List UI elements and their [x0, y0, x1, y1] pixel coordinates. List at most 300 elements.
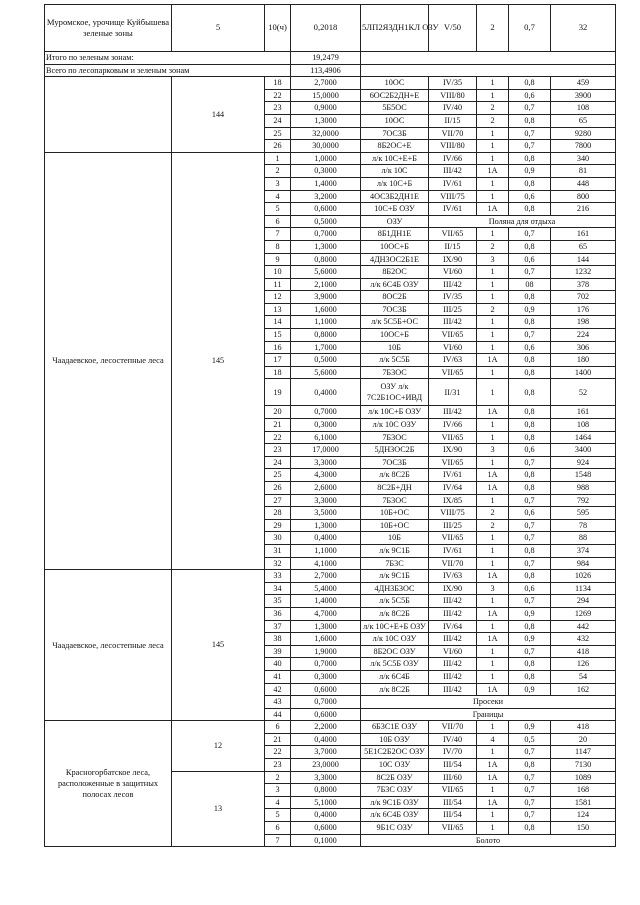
composition-cell: л/к 5С5Б ОЗУ: [361, 658, 429, 671]
area-cell: 0,5000: [291, 354, 361, 367]
class-age-cell: IV/66: [429, 152, 477, 165]
density-cell: 0,7: [509, 532, 551, 545]
area-cell: 6,1000: [291, 431, 361, 444]
table-row-total: [45, 52, 616, 65]
plot-number-cell: 14: [265, 316, 291, 329]
area-cell: 1,4000: [291, 177, 361, 190]
stock-cell: 1548: [551, 469, 616, 482]
area-cell: 1,3000: [291, 240, 361, 253]
stock-cell: 126: [551, 658, 616, 671]
stock-cell: 3900: [551, 89, 616, 102]
composition-cell: л/к 9С1Б: [361, 544, 429, 557]
class-age-cell: IV/40: [429, 733, 477, 746]
plot-number-cell: 40: [265, 658, 291, 671]
bonitet-cell: 2: [477, 5, 509, 52]
plot-number-cell: 6: [265, 822, 291, 835]
bonitet-cell: 1А: [477, 796, 509, 809]
bonitet-cell: 1А: [477, 406, 509, 419]
bonitet-cell: 1: [477, 822, 509, 835]
density-cell: 0,8: [509, 77, 551, 90]
plot-number-cell: 28: [265, 507, 291, 520]
forest-inventory-table: [44, 4, 616, 847]
density-cell: 0,8: [509, 316, 551, 329]
bonitet-cell: 1: [477, 645, 509, 658]
composition-cell: 5ЛП2ЯЗДН1КЛ ОЗУ: [361, 5, 429, 52]
area-cell: 0,7000: [291, 228, 361, 241]
stock-cell: 124: [551, 809, 616, 822]
area-cell: 0,6000: [291, 683, 361, 696]
location-cell: Муромское, урочище Куйбышева зеленые зоны: [45, 5, 172, 52]
composition-cell: 6Б3С1Е ОЗУ: [361, 721, 429, 734]
note-cell: Просеки: [361, 696, 616, 709]
stock-cell: 1089: [551, 771, 616, 784]
stock-cell: 432: [551, 633, 616, 646]
plot-number-cell: 32: [265, 557, 291, 570]
plot-number-cell: 3: [265, 784, 291, 797]
plot-number-cell: 9: [265, 253, 291, 266]
composition-cell: 4ОС3Б2ДН1Е: [361, 190, 429, 203]
stock-cell: 374: [551, 544, 616, 557]
area-cell: 0,4000: [291, 733, 361, 746]
composition-cell: 10Б+ОС: [361, 507, 429, 520]
class-age-cell: IV/35: [429, 77, 477, 90]
density-cell: 0,7: [509, 494, 551, 507]
stock-cell: 792: [551, 494, 616, 507]
class-age-cell: IX/85: [429, 494, 477, 507]
stock-cell: 224: [551, 329, 616, 342]
area-cell: 3,7000: [291, 746, 361, 759]
stock-cell: 459: [551, 77, 616, 90]
composition-cell: 5ДН3ОС2Б: [361, 444, 429, 457]
plot-number-cell: 27: [265, 494, 291, 507]
density-cell: 0,8: [509, 406, 551, 419]
plot-number-cell: 43: [265, 696, 291, 709]
area-cell: 1,3000: [291, 114, 361, 127]
bonitet-cell: 2: [477, 303, 509, 316]
area-cell: 2,1000: [291, 278, 361, 291]
plot-number-cell: 34: [265, 582, 291, 595]
bonitet-cell: 1А: [477, 469, 509, 482]
stock-cell: 1147: [551, 746, 616, 759]
plot-number-cell: 37: [265, 620, 291, 633]
bonitet-cell: 1: [477, 419, 509, 432]
class-age-cell: III/42: [429, 406, 477, 419]
stock-cell: 418: [551, 721, 616, 734]
plot-number-cell: 33: [265, 570, 291, 583]
area-cell: 5,6000: [291, 266, 361, 279]
class-age-cell: VI/60: [429, 341, 477, 354]
composition-cell: 10Б: [361, 532, 429, 545]
composition-cell: 4ДН3Б3ОС: [361, 582, 429, 595]
stock-cell: 984: [551, 557, 616, 570]
composition-cell: 8Б2ОС: [361, 266, 429, 279]
plot-number-cell: 1: [265, 152, 291, 165]
class-age-cell: IV/63: [429, 354, 477, 367]
density-cell: 0,6: [509, 507, 551, 520]
composition-cell: 10ОС: [361, 114, 429, 127]
class-age-cell: IV/61: [429, 203, 477, 216]
bonitet-cell: 1А: [477, 759, 509, 772]
bonitet-cell: 1А: [477, 607, 509, 620]
area-cell: 2,6000: [291, 482, 361, 495]
density-cell: 0,6: [509, 253, 551, 266]
composition-cell: л/к 6С4Б ОЗУ: [361, 809, 429, 822]
quarter-number-cell: 13: [172, 771, 265, 847]
class-age-cell: III/25: [429, 519, 477, 532]
stock-cell: 65: [551, 240, 616, 253]
class-age-cell: III/42: [429, 633, 477, 646]
composition-cell: л/к 10С ОЗУ: [361, 633, 429, 646]
bonitet-cell: 1: [477, 177, 509, 190]
quarter-number-cell: 144: [172, 77, 265, 153]
area-cell: 1,0000: [291, 152, 361, 165]
stock-cell: 162: [551, 683, 616, 696]
class-age-cell: VII/65: [429, 329, 477, 342]
density-cell: 0,8: [509, 759, 551, 772]
stock-cell: 216: [551, 203, 616, 216]
plot-number-cell: 35: [265, 595, 291, 608]
area-cell: 5,1000: [291, 796, 361, 809]
composition-cell: 8С2Б ОЗУ: [361, 771, 429, 784]
bonitet-cell: 1: [477, 595, 509, 608]
area-cell: 3,9000: [291, 291, 361, 304]
area-cell: 0,1000: [291, 834, 361, 847]
quarter-number-cell: 12: [172, 721, 265, 771]
total-empty: [361, 64, 616, 77]
class-age-cell: III/42: [429, 658, 477, 671]
class-age-cell: III/54: [429, 809, 477, 822]
composition-cell: 8ОС2Б: [361, 291, 429, 304]
composition-cell: 8Б2ОС+Е: [361, 140, 429, 153]
bonitet-cell: 1: [477, 152, 509, 165]
plot-number-cell: 31: [265, 544, 291, 557]
composition-cell: л/к 10С: [361, 165, 429, 178]
density-cell: 0,8: [509, 419, 551, 432]
plot-number-cell: 39: [265, 645, 291, 658]
density-cell: 0,8: [509, 431, 551, 444]
stock-cell: 340: [551, 152, 616, 165]
density-cell: 0,7: [509, 266, 551, 279]
area-cell: 2,7000: [291, 77, 361, 90]
composition-cell: 7Б3ОС: [361, 431, 429, 444]
total-value: 19,2479: [291, 52, 361, 65]
class-age-cell: III/42: [429, 165, 477, 178]
bonitet-cell: 2: [477, 114, 509, 127]
stock-cell: 150: [551, 822, 616, 835]
stock-cell: 3400: [551, 444, 616, 457]
stock-cell: 1400: [551, 366, 616, 379]
stock-cell: 52: [551, 379, 616, 406]
class-age-cell: IV/40: [429, 102, 477, 115]
bonitet-cell: 1: [477, 366, 509, 379]
total-empty: [361, 52, 616, 65]
area-cell: 0,4000: [291, 379, 361, 406]
composition-cell: 7ОС3Б: [361, 303, 429, 316]
plot-number-cell: 6: [265, 215, 291, 228]
plot-number-cell: 3: [265, 177, 291, 190]
bonitet-cell: 3: [477, 253, 509, 266]
area-cell: 4,1000: [291, 557, 361, 570]
bonitet-cell: 1: [477, 329, 509, 342]
plot-number-cell: 30: [265, 532, 291, 545]
bonitet-cell: 4: [477, 733, 509, 746]
stock-cell: 108: [551, 419, 616, 432]
density-cell: 0,9: [509, 607, 551, 620]
bonitet-cell: 1: [477, 532, 509, 545]
class-age-cell: IX/90: [429, 253, 477, 266]
note-cell: Болото: [361, 834, 616, 847]
plot-number-cell: 4: [265, 796, 291, 809]
class-age-cell: II/15: [429, 114, 477, 127]
total-value: 113,4906: [291, 64, 361, 77]
class-age-cell: VIII/80: [429, 89, 477, 102]
bonitet-cell: 1А: [477, 165, 509, 178]
composition-cell: 10ОС+Б: [361, 240, 429, 253]
plot-number-cell: 10: [265, 266, 291, 279]
table-row-intro: [45, 5, 616, 52]
density-cell: 0,8: [509, 544, 551, 557]
stock-cell: 988: [551, 482, 616, 495]
density-cell: 0,6: [509, 341, 551, 354]
composition-cell: 6ОС2Б2ДН+Е: [361, 89, 429, 102]
bonitet-cell: 2: [477, 519, 509, 532]
stock-cell: 1464: [551, 431, 616, 444]
stock-cell: 418: [551, 645, 616, 658]
bonitet-cell: 1: [477, 431, 509, 444]
density-cell: 08: [509, 278, 551, 291]
composition-cell: л/к 5С5Б: [361, 595, 429, 608]
area-cell: 23,0000: [291, 759, 361, 772]
area-cell: 3,2000: [291, 190, 361, 203]
area-cell: 1,9000: [291, 645, 361, 658]
composition-cell: л/к 9С1Б ОЗУ: [361, 796, 429, 809]
plot-number-cell: 18: [265, 366, 291, 379]
density-cell: 0,8: [509, 482, 551, 495]
plot-number-cell: 6: [265, 721, 291, 734]
density-cell: 0,8: [509, 570, 551, 583]
total-label: Итого по зеленым зонам:: [45, 52, 291, 65]
bonitet-cell: 1: [477, 89, 509, 102]
quarter-cell: 10(ч): [265, 5, 291, 52]
stock-cell: 108: [551, 102, 616, 115]
density-cell: 0,8: [509, 114, 551, 127]
area-cell: 0,6000: [291, 822, 361, 835]
area-cell: 1,7000: [291, 341, 361, 354]
area-cell: 17,0000: [291, 444, 361, 457]
composition-cell: л/к 8С2Б: [361, 683, 429, 696]
bonitet-cell: 1А: [477, 570, 509, 583]
density-cell: 0,7: [509, 519, 551, 532]
stock-cell: 448: [551, 177, 616, 190]
class-age-cell: IV/35: [429, 291, 477, 304]
table-row: [45, 77, 616, 90]
composition-cell: л/к 10С+Б ОЗУ: [361, 406, 429, 419]
stock-cell: 78: [551, 519, 616, 532]
density-cell: 0,9: [509, 633, 551, 646]
class-age-cell: VII/65: [429, 784, 477, 797]
note-cell: Поляна для отдыха: [429, 215, 616, 228]
bonitet-cell: 1А: [477, 771, 509, 784]
class-age-cell: V/50: [429, 5, 477, 52]
class-age-cell: III/54: [429, 759, 477, 772]
stock-cell: 306: [551, 341, 616, 354]
class-age-cell: VIII/75: [429, 507, 477, 520]
composition-cell: 5Е1С2Б2ОС ОЗУ: [361, 746, 429, 759]
density-cell: 0,7: [509, 228, 551, 241]
composition-cell: 10ОС+Б: [361, 329, 429, 342]
class-age-cell: III/25: [429, 303, 477, 316]
plot-number-cell: 36: [265, 607, 291, 620]
bonitet-cell: 1: [477, 228, 509, 241]
bonitet-cell: 1: [477, 379, 509, 406]
composition-cell: л/к 6С4Б ОЗУ: [361, 278, 429, 291]
composition-cell: 8С2Б+ДН: [361, 482, 429, 495]
plot-number-cell: 22: [265, 746, 291, 759]
stock-cell: 7800: [551, 140, 616, 153]
density-cell: 0,8: [509, 203, 551, 216]
area-cell: 1,1000: [291, 316, 361, 329]
density-cell: 0,5: [509, 733, 551, 746]
area-cell: 1,6000: [291, 633, 361, 646]
forestry-cell: 5: [172, 5, 265, 52]
stock-cell: 924: [551, 456, 616, 469]
composition-cell: 10Б ОЗУ: [361, 733, 429, 746]
stock-cell: 294: [551, 595, 616, 608]
area-cell: 30,0000: [291, 140, 361, 153]
area-cell: 3,3000: [291, 456, 361, 469]
composition-cell: 7Б3С: [361, 557, 429, 570]
area-cell: 0,6000: [291, 708, 361, 721]
composition-cell: л/к 6С4Б: [361, 670, 429, 683]
area-cell: 0,3000: [291, 165, 361, 178]
class-age-cell: II/31: [429, 379, 477, 406]
composition-cell: 7Б3ОС: [361, 494, 429, 507]
bonitet-cell: 1: [477, 721, 509, 734]
table-row: [45, 570, 616, 583]
composition-cell: л/к 10С ОЗУ: [361, 419, 429, 432]
plot-number-cell: 21: [265, 419, 291, 432]
class-age-cell: VII/65: [429, 822, 477, 835]
density-cell: 0,7: [509, 102, 551, 115]
area-cell: 2,2000: [291, 721, 361, 734]
plot-number-cell: 23: [265, 759, 291, 772]
density-cell: 0,7: [509, 140, 551, 153]
table-body: [45, 5, 616, 847]
class-age-cell: IV/61: [429, 469, 477, 482]
area-cell: 0,9000: [291, 102, 361, 115]
density-cell: 0,7: [509, 127, 551, 140]
stock-cell: 161: [551, 228, 616, 241]
stock-cell: 180: [551, 354, 616, 367]
plot-number-cell: 2: [265, 165, 291, 178]
class-age-cell: VI/60: [429, 266, 477, 279]
density-cell: 0,7: [509, 456, 551, 469]
composition-cell: 8Б2ОС ОЗУ: [361, 645, 429, 658]
location-cell: Чаадаевское, лесостепные леса: [45, 152, 172, 569]
table-row: [45, 721, 616, 734]
bonitet-cell: 1: [477, 784, 509, 797]
composition-cell: 10С ОЗУ: [361, 759, 429, 772]
stock-cell: 81: [551, 165, 616, 178]
class-age-cell: VII/70: [429, 127, 477, 140]
area-cell: 0,4000: [291, 532, 361, 545]
composition-cell: л/к 10С+Е+Б: [361, 152, 429, 165]
stock-cell: 88: [551, 532, 616, 545]
quarter-number-cell: 145: [172, 570, 265, 721]
bonitet-cell: 1: [477, 77, 509, 90]
area-cell: 15,0000: [291, 89, 361, 102]
class-age-cell: IV/64: [429, 482, 477, 495]
composition-cell: ОЗУ л/к 7С2Б1ОС+ИВД: [361, 379, 429, 406]
forest-inventory-sheet: [44, 4, 615, 847]
area-cell: 0,7000: [291, 406, 361, 419]
composition-cell: л/к 5С5Б: [361, 354, 429, 367]
area-cell: 0,4000: [291, 809, 361, 822]
density-cell: 0,7: [509, 784, 551, 797]
area-cell: 5,6000: [291, 366, 361, 379]
class-age-cell: IX/90: [429, 582, 477, 595]
plot-number-cell: 2: [265, 771, 291, 784]
plot-number-cell: 16: [265, 341, 291, 354]
bonitet-cell: 1А: [477, 482, 509, 495]
area-cell: 0,3000: [291, 670, 361, 683]
bonitet-cell: 1: [477, 140, 509, 153]
plot-number-cell: 22: [265, 431, 291, 444]
composition-cell: л/к 9С1Б: [361, 570, 429, 583]
plot-number-cell: 7: [265, 834, 291, 847]
area-cell: 1,4000: [291, 595, 361, 608]
bonitet-cell: 1: [477, 316, 509, 329]
class-age-cell: VI/60: [429, 645, 477, 658]
density-cell: 0,7: [509, 809, 551, 822]
plot-number-cell: 13: [265, 303, 291, 316]
density-cell: 0,9: [509, 303, 551, 316]
density-cell: 0,8: [509, 354, 551, 367]
class-age-cell: IV/64: [429, 620, 477, 633]
class-age-cell: VII/65: [429, 366, 477, 379]
density-cell: 0,8: [509, 469, 551, 482]
plot-number-cell: 38: [265, 633, 291, 646]
total-label: Всего по лесопарковым и зеленым зонам: [45, 64, 291, 77]
plot-number-cell: 15: [265, 329, 291, 342]
stock-cell: 168: [551, 784, 616, 797]
class-age-cell: III/42: [429, 595, 477, 608]
bonitet-cell: 1А: [477, 354, 509, 367]
stock-cell: 198: [551, 316, 616, 329]
bonitet-cell: 1: [477, 809, 509, 822]
class-age-cell: VII/70: [429, 557, 477, 570]
density-cell: 0,8: [509, 366, 551, 379]
bonitet-cell: 2: [477, 507, 509, 520]
density-cell: 0,7: [509, 645, 551, 658]
plot-number-cell: 4: [265, 190, 291, 203]
plot-number-cell: 26: [265, 140, 291, 153]
class-age-cell: VIII/80: [429, 140, 477, 153]
stock-cell: 54: [551, 670, 616, 683]
plot-number-cell: 25: [265, 469, 291, 482]
plot-number-cell: 19: [265, 379, 291, 406]
class-age-cell: IV/63: [429, 570, 477, 583]
density-cell: 0,8: [509, 379, 551, 406]
composition-cell: 10Б: [361, 341, 429, 354]
bonitet-cell: 3: [477, 444, 509, 457]
composition-cell: 10С+Б ОЗУ: [361, 203, 429, 216]
table-row-total: [45, 64, 616, 77]
composition-cell: 4ДН3ОС2Б1Е: [361, 253, 429, 266]
composition-cell: л/к 10С+Е+Б ОЗУ: [361, 620, 429, 633]
class-age-cell: III/42: [429, 683, 477, 696]
class-age-cell: II/15: [429, 240, 477, 253]
